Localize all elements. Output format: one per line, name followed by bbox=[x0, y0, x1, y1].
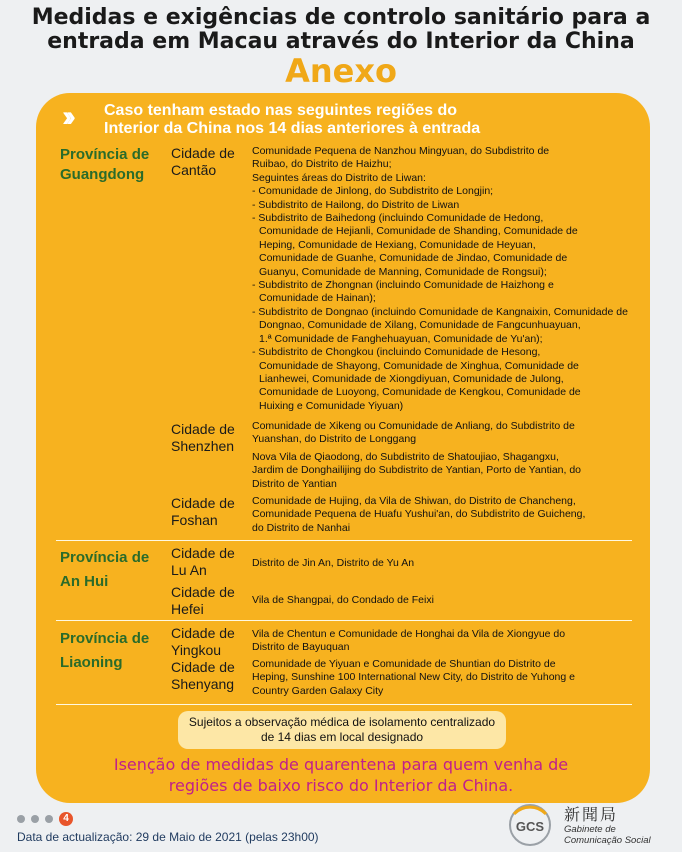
divider bbox=[56, 540, 632, 541]
province-name: An Hui bbox=[60, 573, 109, 590]
area-line: Ruibao, do Distrito de Haizhu; bbox=[252, 158, 392, 171]
province-anhui bbox=[60, 546, 149, 594]
area-line: Heping, Sunshine 100 International New City, do Distrito de Yuhong e bbox=[252, 671, 575, 684]
area-line: Vila de Chentun e Comunidade de Honghai da Vila de Xiongyue do bbox=[252, 628, 566, 640]
city-label: Cidade de bbox=[171, 625, 235, 641]
exemption-text bbox=[0, 754, 682, 796]
city-label: Cidade de bbox=[171, 421, 235, 437]
province-label: Província de bbox=[60, 549, 150, 566]
city-hefei bbox=[171, 584, 235, 618]
city-name: Cantão bbox=[171, 162, 217, 178]
page-dot[interactable] bbox=[31, 815, 39, 823]
city-cantao bbox=[171, 145, 235, 179]
area-line: - Subdistrito de Dongnao (incluindo Comunidade de Kangnaixin, Comunidade de bbox=[252, 305, 628, 318]
region-banner bbox=[36, 98, 650, 140]
province-name: Guangdong bbox=[60, 166, 145, 183]
isolation-note bbox=[178, 711, 506, 749]
area-line: Lianhewei, Comunidade de Xiongdiyuan, Comunidade de Julong, bbox=[259, 372, 564, 385]
banner-text bbox=[104, 102, 644, 138]
exemption-line-2: regiões de baixo risco do Interior da China. bbox=[168, 776, 514, 795]
logo-line-1: Gabinete de bbox=[564, 824, 616, 835]
city-name: Foshan bbox=[171, 512, 218, 528]
yingkou-areas bbox=[252, 628, 565, 655]
area-line: - Subdistrito de Chongkou (incluindo Comunidade de Hesong, bbox=[252, 346, 541, 359]
city-name: Shenzhen bbox=[171, 438, 235, 454]
area-line: Comunidade de Hainan); bbox=[259, 292, 376, 305]
page-indicator[interactable] bbox=[17, 812, 73, 826]
shenyang-areas bbox=[252, 658, 575, 698]
area-line: Comunidade de Hujing, da Vila de Shiwan, do Distrito de Chancheng, bbox=[252, 495, 576, 507]
area-line: Huixing e Comunidade Yiyuan) bbox=[259, 399, 404, 412]
city-shenyang bbox=[171, 659, 235, 693]
title-line-1: Medidas e exigências de controlo sanitário para a bbox=[31, 5, 651, 30]
page-title bbox=[0, 6, 682, 54]
note-line-1: Sujeitos a observação médica de isolamento centralizado bbox=[188, 715, 496, 729]
banner-line-1: Caso tenham estado nas seguintes regiões do bbox=[104, 102, 457, 119]
city-label: Cidade de bbox=[171, 545, 235, 561]
luan-areas: Distrito de Jin An, Distrito de Yu An bbox=[252, 557, 415, 569]
area-line: Seguintes áreas do Distrito de Liwan: bbox=[252, 171, 426, 184]
area-line: Comunidade de Shayong, Comunidade de Xinghua, Comunidade de bbox=[259, 359, 579, 372]
area-line: - Subdistrito de Zhongnan (incluindo Comunidade de Haizhong e bbox=[252, 279, 554, 292]
city-label: Cidade de bbox=[171, 584, 235, 600]
shenzhen-areas-b bbox=[252, 451, 581, 491]
gcs-logo-icon bbox=[500, 800, 560, 850]
title-line-2: entrada em Macau através do Interior da China bbox=[47, 29, 635, 54]
city-label: Cidade de bbox=[171, 495, 235, 511]
hefei-areas: Vila de Shangpai, do Condado de Feixi bbox=[252, 594, 434, 606]
area-line: Comunidade de Guanhe, Comunidade de Jindao, Comunidade de bbox=[259, 252, 568, 265]
area-line: - Subdistrito de Hailong, do Distrito de Liwan bbox=[252, 198, 460, 211]
page-dot[interactable] bbox=[17, 815, 25, 823]
area-line: Yuanshan, do Distrito de Longgang bbox=[252, 433, 417, 446]
city-name: Hefei bbox=[171, 601, 204, 617]
logo-portuguese-name bbox=[564, 824, 651, 846]
city-shenzhen bbox=[171, 421, 235, 455]
province-liaoning bbox=[60, 627, 149, 675]
logo-chinese-name: 新聞局 bbox=[564, 807, 619, 824]
city-foshan bbox=[171, 495, 235, 529]
shenzhen-areas-a bbox=[252, 420, 575, 447]
province-label: Província de bbox=[60, 630, 150, 647]
province-guangdong bbox=[60, 145, 149, 185]
area-line: Comunidade Pequena de Huafu Yushui'an, do Subdistrito de Guicheng, bbox=[252, 508, 586, 521]
city-label: Cidade de bbox=[171, 659, 235, 675]
city-yingkou bbox=[171, 625, 235, 659]
gcs-logo bbox=[500, 800, 675, 850]
area-line: - Subdistrito de Baihedong (incluindo Comunidade de Hedong, bbox=[252, 212, 544, 225]
area-line: - Comunidade de Jinlong, do Subdistrito de Longjin; bbox=[252, 185, 494, 198]
area-line: Comunidade de Hejianli, Comunidade de Shanding, Comunidade de bbox=[259, 225, 578, 238]
area-line: Comunidade Pequena de Nanzhou Mingyuan, do Subdistrito de bbox=[252, 145, 550, 157]
area-line: Heping, Comunidade de Hexiang, Comunidade de Heyuan, bbox=[259, 238, 536, 251]
city-luan bbox=[171, 545, 235, 579]
area-line: Distrito de Bayuquan bbox=[252, 641, 350, 654]
area-line: Country Garden Galaxy City bbox=[252, 684, 384, 697]
divider bbox=[56, 704, 632, 705]
area-line: 1.ª Comunidade de Fanghehuayuan, Comunidade de Yu'an); bbox=[259, 332, 543, 345]
area-line: Dongnao, Comunidade de Xilang, Comunidade de Fangcunhuayuan, bbox=[259, 319, 581, 332]
divider bbox=[56, 620, 632, 621]
page-dot[interactable] bbox=[45, 815, 53, 823]
area-line: Comunidade de Xikeng ou Comunidade de Anliang, do Subdistrito de bbox=[252, 420, 575, 432]
cantao-areas bbox=[252, 145, 628, 413]
city-name: Lu An bbox=[171, 562, 207, 578]
city-name: Yingkou bbox=[171, 642, 222, 658]
svg-text:GCS: GCS bbox=[515, 819, 545, 834]
area-line: Nova Vila de Qiaodong, do Subdistrito de Shatoujiao, Shagangxu, bbox=[252, 451, 559, 463]
update-date: Data de actualização: 29 de Maio de 2021 (pelas 23h00) bbox=[17, 830, 319, 844]
banner-line-2: Interior da China nos 14 dias anteriores à entrada bbox=[104, 120, 481, 137]
province-name: Liaoning bbox=[60, 654, 123, 671]
area-line: Distrito de Yantian bbox=[252, 477, 337, 490]
page-subtitle: Anexo bbox=[285, 52, 397, 90]
double-chevron-icon: ›› bbox=[62, 100, 70, 133]
current-page-badge[interactable]: 4 bbox=[59, 812, 73, 826]
city-name: Shenyang bbox=[171, 676, 235, 692]
area-line: Guanyu, Comunidade de Manning, Comunidade de Rongsui); bbox=[259, 265, 547, 278]
logo-line-2: Comunicação Social bbox=[564, 835, 651, 846]
province-label: Província de bbox=[60, 146, 150, 163]
city-label: Cidade de bbox=[171, 145, 235, 161]
exemption-line-1: Isenção de medidas de quarentena para quem venha de bbox=[113, 755, 569, 774]
foshan-areas bbox=[252, 495, 585, 535]
note-line-2: de 14 dias em local designado bbox=[260, 730, 424, 744]
area-line: Comunidade de Yiyuan e Comunidade de Shuntian do Distrito de bbox=[252, 658, 556, 670]
area-line: Comunidade de Luoyong, Comunidade de Kengkou, Comunidade de bbox=[259, 386, 581, 399]
area-line: do Distrito de Nanhai bbox=[252, 521, 351, 534]
area-line: Jardim de Donghailijing do Subdistrito de Yantian, Porto de Yantian, do bbox=[252, 464, 582, 477]
